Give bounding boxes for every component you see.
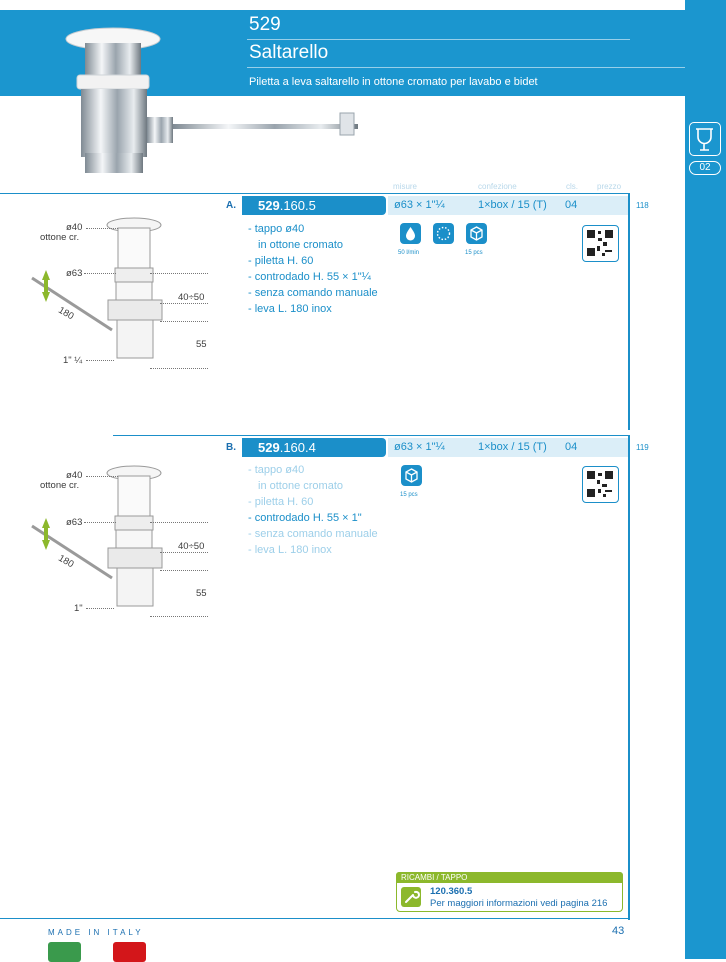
dim-leader <box>160 570 208 571</box>
icon-caption: 15 pcs <box>400 492 418 498</box>
dim-thread: 1" <box>74 603 83 614</box>
product-code-prefix: 529 <box>258 198 280 213</box>
feature-item: - piletta H. 60 <box>248 496 314 508</box>
feature-item: in ottone cromato <box>258 480 343 492</box>
feature-item: - leva L. 180 inox <box>248 544 332 556</box>
spare-part-note: Per maggiori informazioni vedi pagina 216 <box>430 898 608 909</box>
row-letter: A. <box>226 200 236 211</box>
product-code-bar <box>242 196 386 215</box>
dim-cap: ø40 <box>66 470 83 481</box>
washbasin-icon <box>689 122 721 156</box>
feature-item: - senza comando manuale <box>248 287 378 299</box>
dim-height: 40÷50 <box>178 292 205 303</box>
row-separator <box>0 193 630 194</box>
icon-caption: 50 l/min <box>398 250 420 256</box>
feature-list <box>248 221 378 317</box>
page-number: 43 <box>612 925 625 937</box>
product-cls: 04 <box>565 199 578 211</box>
feature-item: in ottone cromato <box>258 239 343 251</box>
qr-code[interactable] <box>582 225 619 262</box>
product-hero-image <box>55 25 375 180</box>
circle-dotted-icon <box>433 223 454 244</box>
page-bottom-rule <box>0 918 630 919</box>
feature-item: - controdado H. 55 × 1"¼ <box>248 271 371 283</box>
row-border <box>628 193 630 430</box>
product-family-name: Saltarello <box>249 42 329 63</box>
column-head-misure: misure <box>393 182 418 191</box>
spare-part-code: 120.360.5 <box>430 886 473 897</box>
dim-leader <box>84 522 116 523</box>
made-in-italy-label: MADE IN ITALY <box>48 928 144 937</box>
product-cls: 04 <box>565 441 578 453</box>
dim-nut: 55 <box>196 339 207 350</box>
dim-leader <box>160 552 208 553</box>
dim-leader <box>150 368 208 369</box>
dim-leader <box>86 228 118 229</box>
product-code-bar <box>242 438 386 457</box>
dim-leader <box>86 608 114 609</box>
dim-lever: 180 <box>56 552 76 571</box>
flag-red <box>113 942 146 962</box>
feature-item: - tappo ø40 <box>248 464 305 476</box>
box-icon <box>401 465 422 486</box>
feature-item: - tappo ø40 <box>248 223 305 235</box>
product-code-suffix: .160.5 <box>279 198 316 213</box>
dim-thread: 1" ¼ <box>63 355 83 366</box>
spare-parts-title: RICAMBI / TAPPO <box>401 873 468 882</box>
dim-leader <box>160 303 208 304</box>
dim-body: ø63 <box>66 268 83 279</box>
feature-item: - leva L. 180 inox <box>248 303 332 315</box>
dim-cap-material: ottone cr. <box>40 232 80 243</box>
flag-green <box>48 942 81 962</box>
row-separator <box>113 435 630 436</box>
dim-cap-material: ottone cr. <box>40 480 80 491</box>
page-reference: 118 <box>636 201 649 210</box>
qr-code[interactable] <box>582 466 619 503</box>
column-head-confezione: confezione <box>478 182 517 191</box>
section-number-badge: 02 <box>689 161 721 175</box>
column-head-prezzo: prezzo <box>597 182 622 191</box>
feature-list <box>248 462 378 558</box>
product-size: ø63 × 1"¼ <box>394 199 445 211</box>
dim-leader <box>84 273 116 274</box>
product-code-prefix: 529 <box>258 440 280 455</box>
row-letter: B. <box>226 442 236 453</box>
feature-item: - controdado H. 55 × 1" <box>248 512 362 524</box>
wrench-icon <box>401 887 421 907</box>
box-icon <box>466 223 487 244</box>
icon-caption: 15 pcs <box>465 250 483 256</box>
product-code-suffix: .160.4 <box>279 440 316 455</box>
dim-height: 40÷50 <box>178 541 205 552</box>
product-pack: 1×box / 15 (T) <box>478 441 547 453</box>
product-family-code: 529 <box>249 14 281 35</box>
product-size: ø63 × 1"¼ <box>394 441 445 453</box>
dim-cap: ø40 <box>66 222 83 233</box>
dim-lever: 180 <box>56 304 76 323</box>
dim-body: ø63 <box>66 517 83 528</box>
column-head-cls: cls. <box>566 182 578 191</box>
feature-item: - senza comando manuale <box>248 528 378 540</box>
product-pack: 1×box / 15 (T) <box>478 199 547 211</box>
dim-leader <box>160 321 208 322</box>
feature-item: - piletta H. 60 <box>248 255 314 267</box>
row-border <box>628 435 630 920</box>
water-drop-icon <box>400 223 421 244</box>
dim-leader <box>150 616 208 617</box>
product-family-subtitle: Piletta a leva saltarello in ottone cromato per lavabo e bidet <box>249 76 538 88</box>
dim-leader <box>86 360 114 361</box>
dim-leader <box>150 273 208 274</box>
page-reference: 119 <box>636 443 649 452</box>
dim-leader <box>86 476 118 477</box>
dim-nut: 55 <box>196 588 207 599</box>
dim-leader <box>150 522 208 523</box>
